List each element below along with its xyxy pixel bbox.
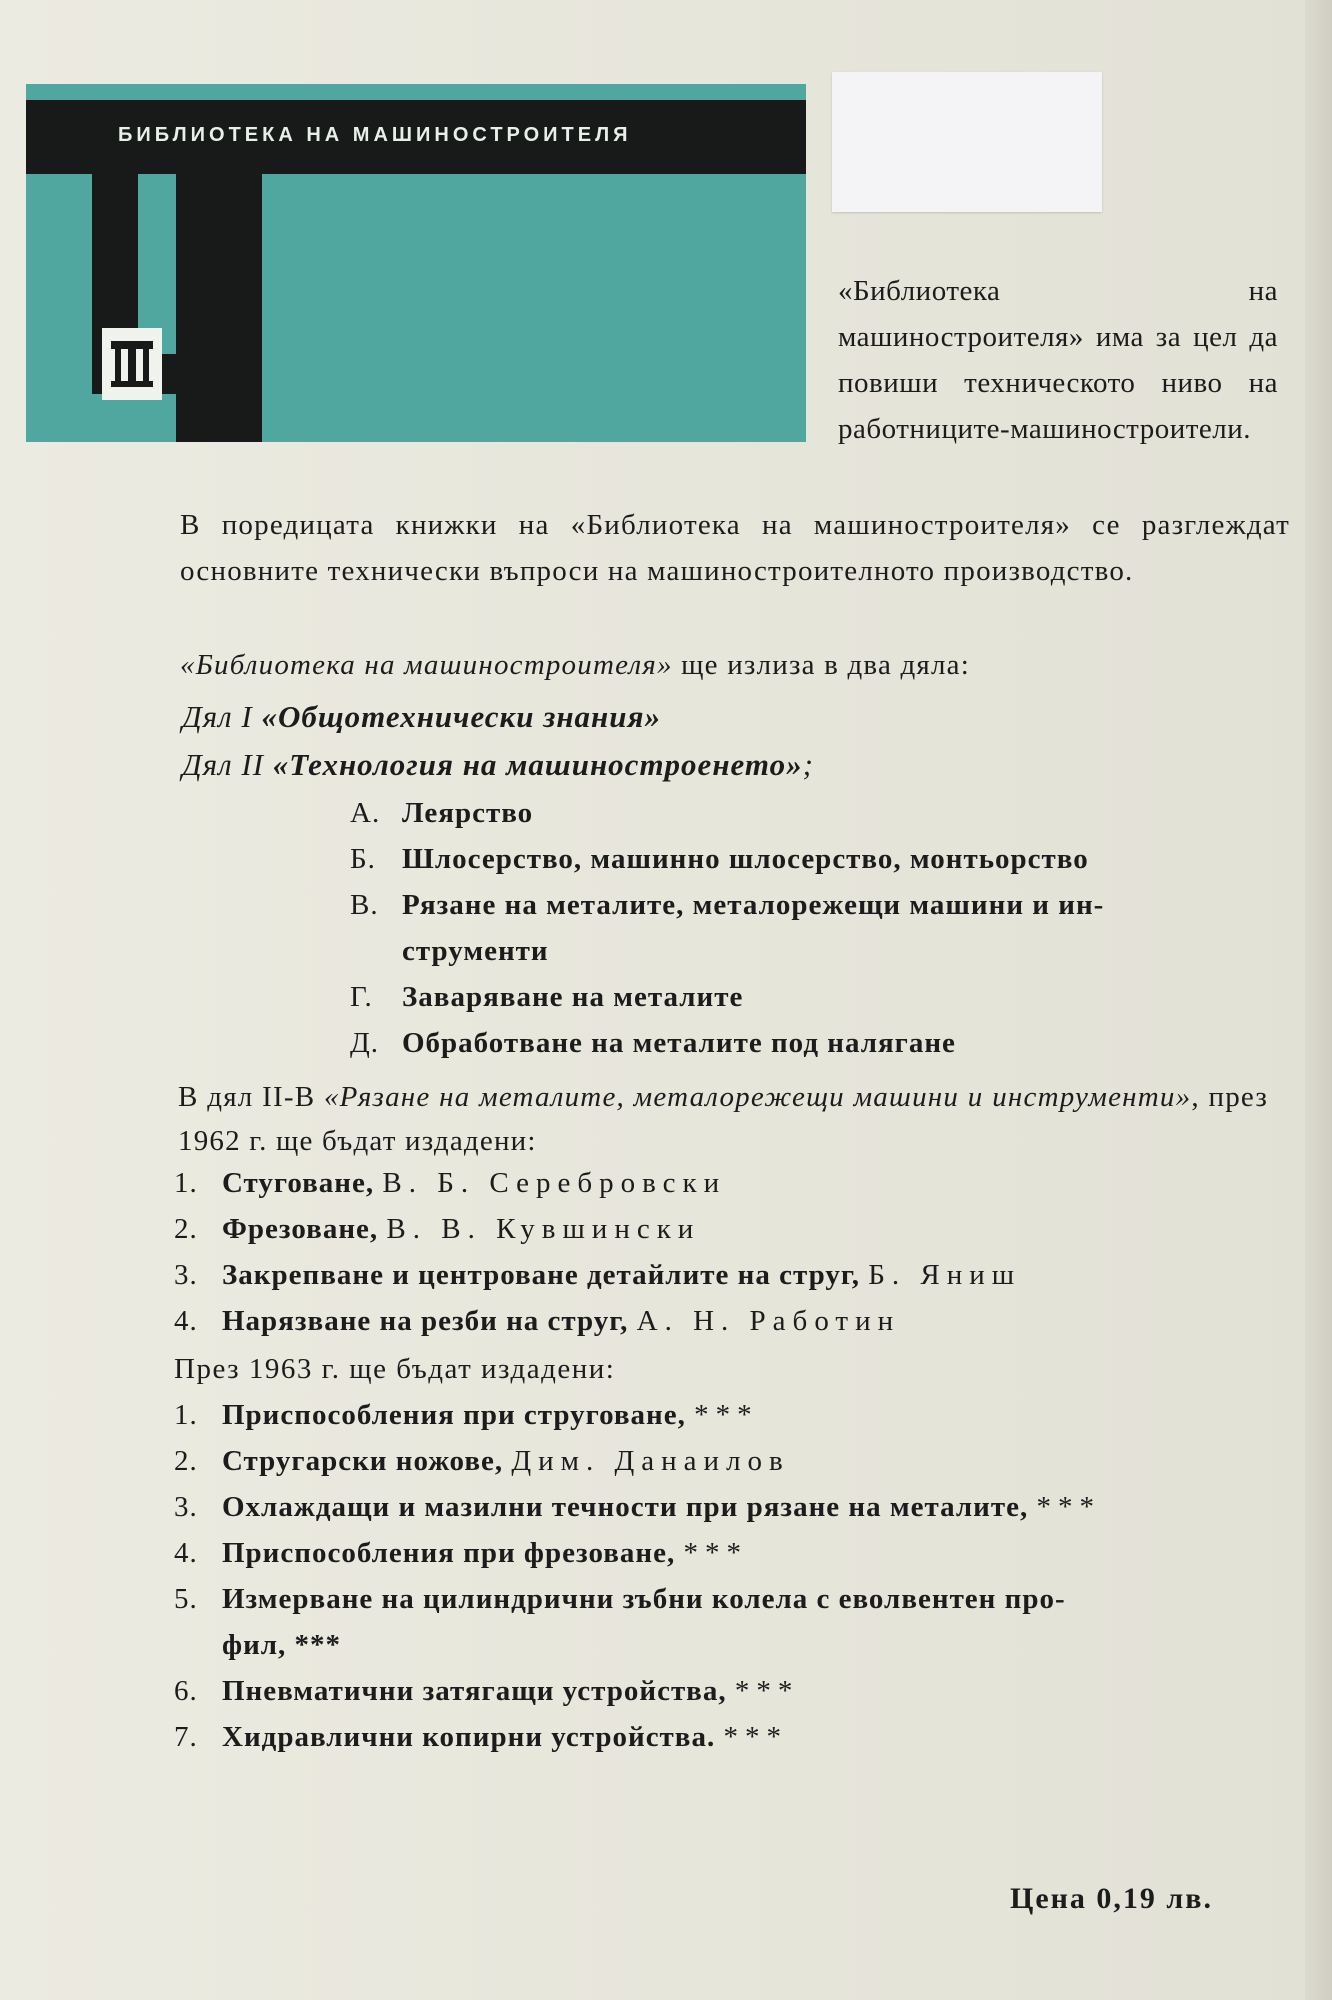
subsection-letter: А. bbox=[350, 797, 381, 829]
series-parts-intro bbox=[180, 642, 1290, 688]
series-intro-text: «Библиотека на машиностроителя» има за цел да повиши техническото ниво на работниците-машиностроители. bbox=[838, 275, 1278, 445]
list-item bbox=[350, 790, 1270, 836]
series-description: В поредицата книжки на «Библиотека на машиностроителя» се разглеждат основните технически въпроси на машиностроителното производство. bbox=[180, 509, 1290, 587]
list-1963 bbox=[174, 1392, 1284, 1760]
item-author: *** bbox=[734, 1675, 800, 1707]
item-number: 7. bbox=[174, 1721, 198, 1753]
list-item bbox=[174, 1298, 1284, 1344]
item-number: 2. bbox=[174, 1445, 198, 1477]
list-item bbox=[350, 882, 1270, 928]
item-title-continuation: фил, *** bbox=[222, 1629, 342, 1661]
series-title: БИБЛИОТЕКА НА МАШИНОСТРОИТЕЛЯ bbox=[118, 124, 632, 146]
list-item bbox=[174, 1714, 1284, 1760]
list-item bbox=[174, 1576, 1284, 1622]
subsection-text: Шлосерство, машинно шлосерство, монтьорство bbox=[402, 843, 1089, 875]
section-name: «Технология на машиностроенето» bbox=[272, 747, 803, 782]
item-number: 3. bbox=[174, 1491, 198, 1523]
item-author: В. Б. Серебровски bbox=[382, 1167, 727, 1199]
item-author: *** bbox=[683, 1537, 748, 1569]
subsection-text: Заваряване на металите bbox=[402, 981, 744, 1013]
item-title: Стругарски ножове, bbox=[222, 1445, 504, 1477]
item-author: *** bbox=[1036, 1491, 1101, 1523]
item-title: Закрепване и центроване детайлите на струг, bbox=[222, 1259, 860, 1291]
item-number: 3. bbox=[174, 1259, 198, 1291]
plan-1962-intro bbox=[178, 1075, 1268, 1163]
series-parts-text: ще излиза в два дяла: bbox=[672, 649, 970, 681]
page-fold-edge bbox=[1305, 0, 1332, 2000]
list-item bbox=[174, 1668, 1284, 1714]
subsection-text: Рязане на металите, металорежещи машини и ин- bbox=[402, 889, 1105, 921]
item-author: *** bbox=[694, 1399, 759, 1431]
plan-1962-rest: , през 1962 г. ще бъдат издадени: bbox=[178, 1081, 1268, 1157]
list-item bbox=[174, 1160, 1284, 1206]
item-author: В. В. Кувшински bbox=[386, 1213, 701, 1245]
item-title: Измерване на цилиндрични зъбни колела с еволвентен про- bbox=[222, 1583, 1066, 1615]
item-number: 2. bbox=[174, 1213, 198, 1245]
series-banner bbox=[26, 84, 806, 442]
list-item bbox=[350, 836, 1270, 882]
item-title: Пневматични затягащи устройства, bbox=[222, 1675, 727, 1707]
item-author: *** bbox=[723, 1721, 788, 1753]
subsection-letter: Д. bbox=[350, 1027, 380, 1059]
section-suffix: ; bbox=[802, 747, 814, 782]
publisher-t-logo-icon bbox=[102, 328, 162, 400]
subsection-letter: Б. bbox=[350, 843, 376, 875]
list-1962 bbox=[174, 1160, 1284, 1344]
item-title: Фрезоване, bbox=[222, 1213, 379, 1245]
item-author: Дим. Данаилов bbox=[511, 1445, 790, 1477]
list-item bbox=[174, 1530, 1284, 1576]
plan-1962-section-name: «Рязане на металите, металорежещи машини и инструменти» bbox=[323, 1081, 1192, 1113]
section-prefix: Дял II bbox=[182, 747, 273, 782]
item-author: А. Н. Работин bbox=[636, 1305, 901, 1337]
list-item bbox=[174, 1252, 1284, 1298]
item-title: Охлаждащи и мазилни течности при рязане на металите, bbox=[222, 1491, 1029, 1523]
item-title: Стуговане, bbox=[222, 1167, 375, 1199]
subsection-text: Леярство bbox=[402, 797, 534, 829]
list-item bbox=[174, 1206, 1284, 1252]
item-number: 4. bbox=[174, 1537, 198, 1569]
section-part-1 bbox=[182, 694, 661, 740]
subsection-text-continuation: струменти bbox=[402, 935, 549, 967]
item-author: Б. Яниш bbox=[868, 1259, 1022, 1291]
plan-1962-lead: В дял II-В bbox=[178, 1081, 324, 1113]
item-number: 1. bbox=[174, 1167, 198, 1199]
section-part-2 bbox=[182, 742, 814, 788]
subsection-text: Обработване на металите под налягане bbox=[402, 1027, 956, 1059]
plan-1963-intro: През 1963 г. ще бъдат издадени: bbox=[174, 1353, 616, 1385]
subsection-list bbox=[350, 790, 1270, 1066]
item-number: 6. bbox=[174, 1675, 198, 1707]
list-item bbox=[174, 1438, 1284, 1484]
section-prefix: Дял I bbox=[182, 699, 262, 734]
paper-sticker bbox=[832, 72, 1102, 212]
caliper-jaw-slider bbox=[176, 172, 262, 442]
item-title: Нарязване на резби на струг, bbox=[222, 1305, 629, 1337]
item-title: Приспособления при фрезоване, bbox=[222, 1537, 676, 1569]
item-number: 5. bbox=[174, 1583, 198, 1615]
item-title: Хидравлични копирни устройства. bbox=[222, 1721, 716, 1753]
section-name: «Общотехнически знания» bbox=[261, 699, 661, 734]
price-label: Цена 0,19 лв. bbox=[1010, 1882, 1213, 1915]
item-title: Приспособления при струговане, bbox=[222, 1399, 686, 1431]
list-item bbox=[174, 1484, 1284, 1530]
list-item bbox=[174, 1392, 1284, 1438]
item-number: 1. bbox=[174, 1399, 198, 1431]
subsection-letter: Г. bbox=[350, 981, 373, 1013]
series-name-italic: «Библиотека на машиностроителя» bbox=[180, 649, 673, 681]
item-number: 4. bbox=[174, 1305, 198, 1337]
list-item bbox=[350, 974, 1270, 1020]
subsection-letter: В. bbox=[350, 889, 379, 921]
list-item bbox=[350, 1020, 1270, 1066]
